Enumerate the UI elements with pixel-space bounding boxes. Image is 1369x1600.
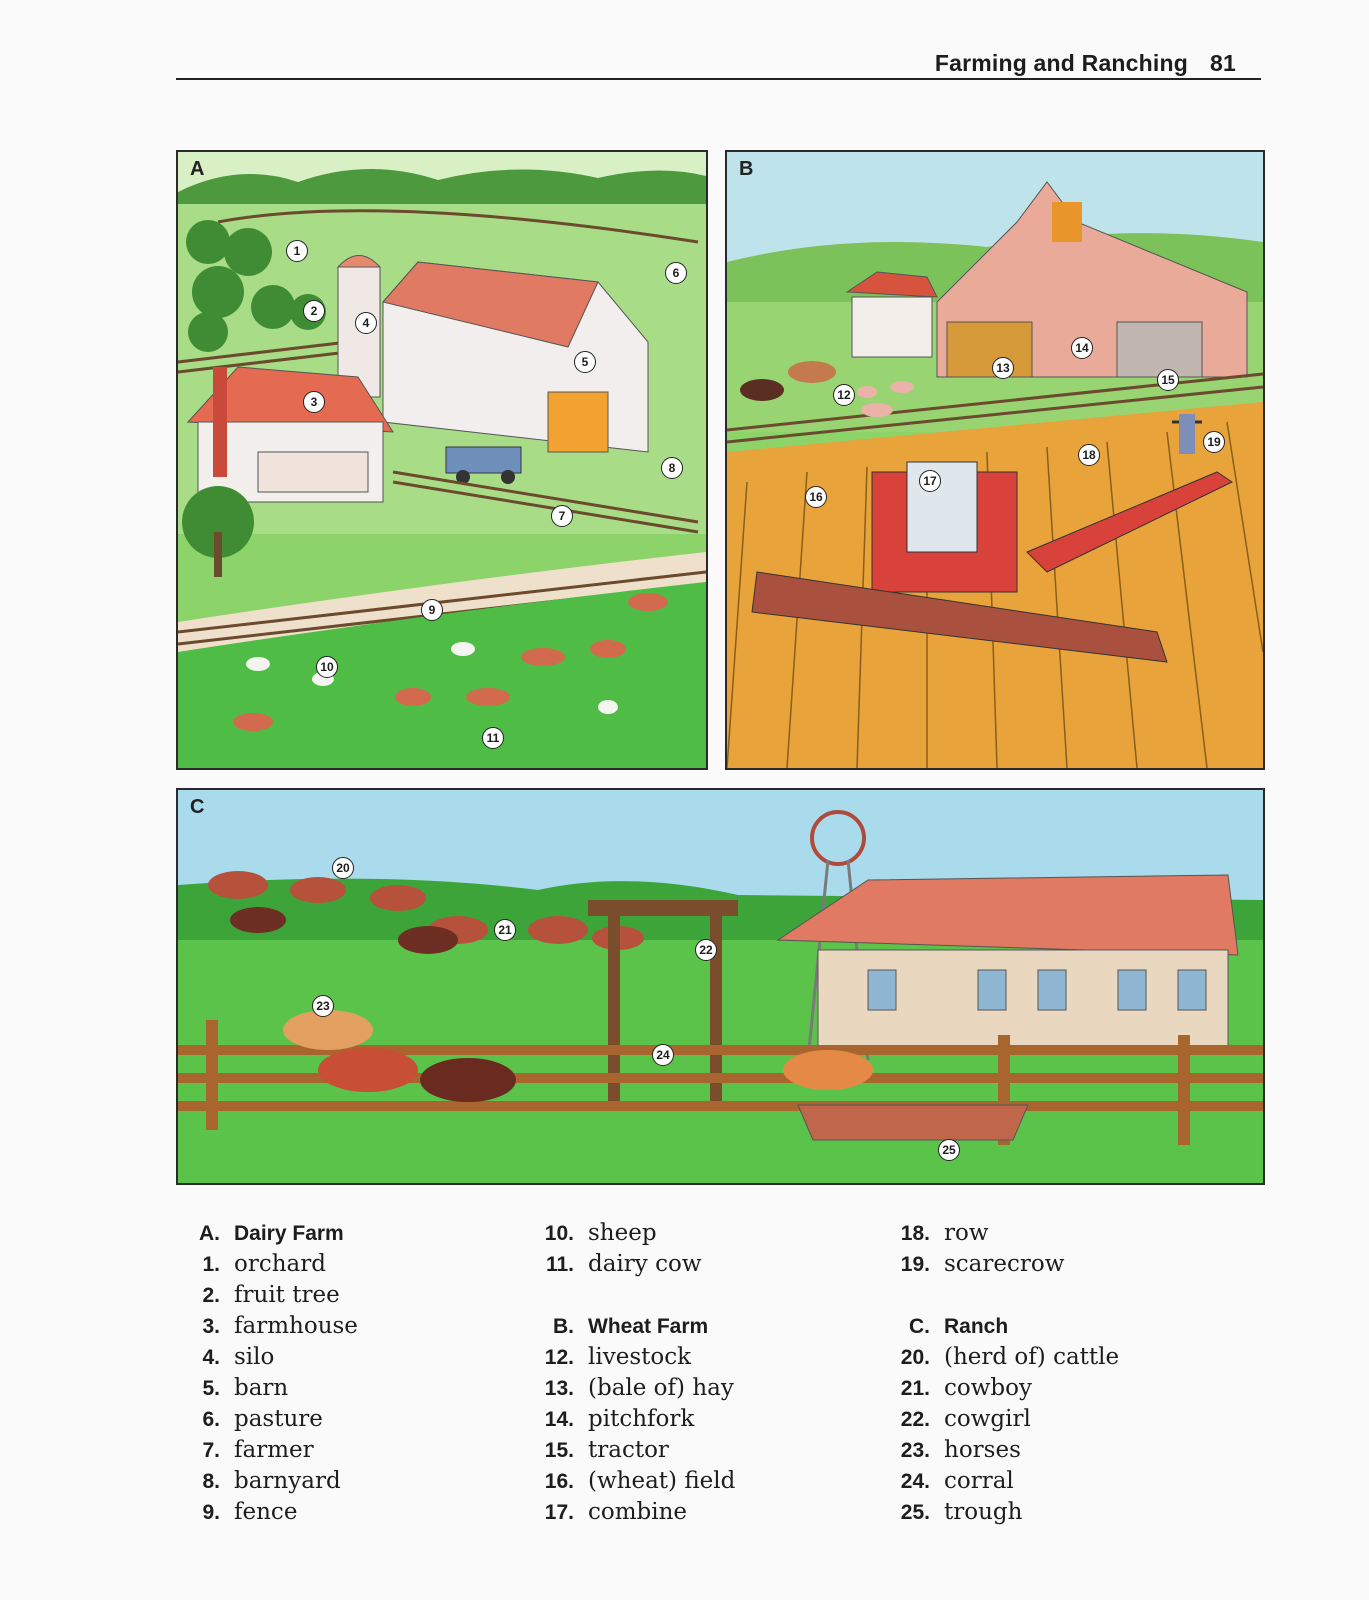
legend-spacer [886,1280,1206,1311]
page-title: Farming and Ranching [934,50,1189,76]
legend-term: trough [944,1499,1023,1525]
callout-16: 16 [805,486,827,508]
callout-15: 15 [1157,369,1179,391]
legend-item [530,1218,830,1249]
legend-item [176,1280,476,1311]
legend-heading-wheat-farm [530,1311,830,1342]
legend-term: livestock [588,1344,692,1370]
legend-number: 13. [544,1377,574,1400]
callout-17: 17 [919,470,941,492]
legend-item [886,1342,1206,1373]
header-rule [176,78,1261,80]
legend-term: horses [944,1437,1021,1463]
legend-number: 16. [544,1470,574,1493]
legend-number: 22. [900,1408,930,1431]
legend-term: (wheat) field [588,1468,736,1494]
callout-12: 12 [833,384,855,406]
legend-item [176,1497,476,1528]
callout-21: 21 [494,919,516,941]
legend-item [530,1466,830,1497]
legend-item [530,1373,830,1404]
page-number: 81 [1210,50,1236,76]
legend-item [176,1342,476,1373]
legend-term: scarecrow [944,1251,1065,1277]
ranch-illustration [178,790,1263,1183]
legend-number: 6. [202,1408,220,1431]
legend-number: 7. [202,1439,220,1462]
legend-number: 23. [900,1439,930,1462]
legend-number: 5. [202,1377,220,1400]
legend-heading-ranch [886,1311,1206,1342]
legend-term: pitchfork [588,1406,695,1432]
legend-number: A. [199,1222,220,1245]
panel-ranch [176,788,1265,1185]
callout-8: 8 [661,457,683,479]
legend-term: barnyard [234,1468,341,1494]
callout-25: 25 [938,1139,960,1161]
legend-term: combine [588,1499,688,1525]
legend-term: pasture [234,1406,323,1432]
legend-term: Dairy Farm [234,1222,344,1245]
legend-number: 20. [900,1346,930,1369]
legend-number: 18. [900,1222,930,1245]
callout-13: 13 [992,357,1014,379]
callout-19: 19 [1203,431,1225,453]
legend-number: 2. [202,1284,220,1307]
legend-number: C. [909,1315,930,1338]
panel-dairy-farm [176,150,708,770]
callout-18: 18 [1078,444,1100,466]
panel-wheat-farm [725,150,1265,770]
legend-term: (herd of) cattle [944,1344,1120,1370]
callout-22: 22 [695,939,717,961]
legend-term: Ranch [944,1315,1009,1338]
callout-23: 23 [312,995,334,1017]
callout-9: 9 [421,599,443,621]
legend-number: 11. [545,1253,574,1276]
callout-11: 11 [482,727,504,749]
legend-term: cowgirl [944,1406,1031,1432]
legend-number: 21. [900,1377,930,1400]
panel-letter-a: A [190,158,205,180]
legend-number: 4. [202,1346,220,1369]
legend-term: dairy cow [588,1251,702,1277]
legend-number: 9. [202,1501,220,1524]
legend-item [886,1249,1206,1280]
callout-2: 2 [303,300,325,322]
legend-item [176,1311,476,1342]
legend-term: orchard [234,1251,326,1277]
legend-term: cowboy [944,1375,1032,1401]
legend-number: 10. [544,1222,574,1245]
legend-item [886,1218,1206,1249]
legend-item [530,1404,830,1435]
legend-term: corral [944,1468,1014,1494]
legend-number: 19. [900,1253,930,1276]
panel-letter-c: C [190,796,205,818]
legend-term: fruit tree [234,1282,340,1308]
legend-term: sheep [588,1220,657,1246]
legend-number: 17. [544,1501,574,1524]
legend-column-2 [530,1218,830,1528]
callout-1: 1 [286,240,308,262]
panel-letter-b: B [739,158,754,180]
legend-item [530,1249,830,1280]
legend-term: Wheat Farm [588,1315,709,1338]
legend-heading-dairy-farm [176,1218,476,1249]
callout-10: 10 [316,656,338,678]
legend-item [886,1466,1206,1497]
legend-spacer [530,1280,830,1311]
page-header [935,50,1236,77]
legend-item [886,1373,1206,1404]
legend-term: (bale of) hay [588,1375,734,1401]
legend-term: farmer [234,1437,314,1463]
legend-item [176,1435,476,1466]
callout-20: 20 [332,857,354,879]
legend-number: 15. [544,1439,574,1462]
legend-term: silo [234,1344,275,1370]
legend-number: B. [553,1315,574,1338]
legend-term: barn [234,1375,289,1401]
legend-item [176,1466,476,1497]
legend-number: 12. [544,1346,574,1369]
legend-item [530,1435,830,1466]
legend-term: row [944,1220,989,1246]
legend-item [176,1404,476,1435]
legend-item [886,1404,1206,1435]
dairy-farm-illustration [178,152,706,768]
callout-5: 5 [574,351,596,373]
legend-term: fence [234,1499,298,1525]
legend-term: farmhouse [234,1313,358,1339]
legend-number: 24. [900,1470,930,1493]
legend-number: 14. [544,1408,574,1431]
callout-4: 4 [355,312,377,334]
legend-number: 25. [900,1501,930,1524]
callout-14: 14 [1071,337,1093,359]
callout-3: 3 [303,391,325,413]
legend-number: 3. [202,1315,220,1338]
legend-item [886,1435,1206,1466]
legend-column-1 [176,1218,476,1528]
legend-term: tractor [588,1437,669,1463]
legend-item [886,1497,1206,1528]
legend-item [176,1373,476,1404]
legend-number: 1. [202,1253,220,1276]
callout-7: 7 [551,505,573,527]
callout-6: 6 [665,262,687,284]
callout-24: 24 [652,1044,674,1066]
legend-column-3 [886,1218,1206,1528]
legend-item [530,1342,830,1373]
legend-item [530,1497,830,1528]
legend-item [176,1249,476,1280]
wheat-farm-illustration [727,152,1263,768]
legend-number: 8. [202,1470,220,1493]
